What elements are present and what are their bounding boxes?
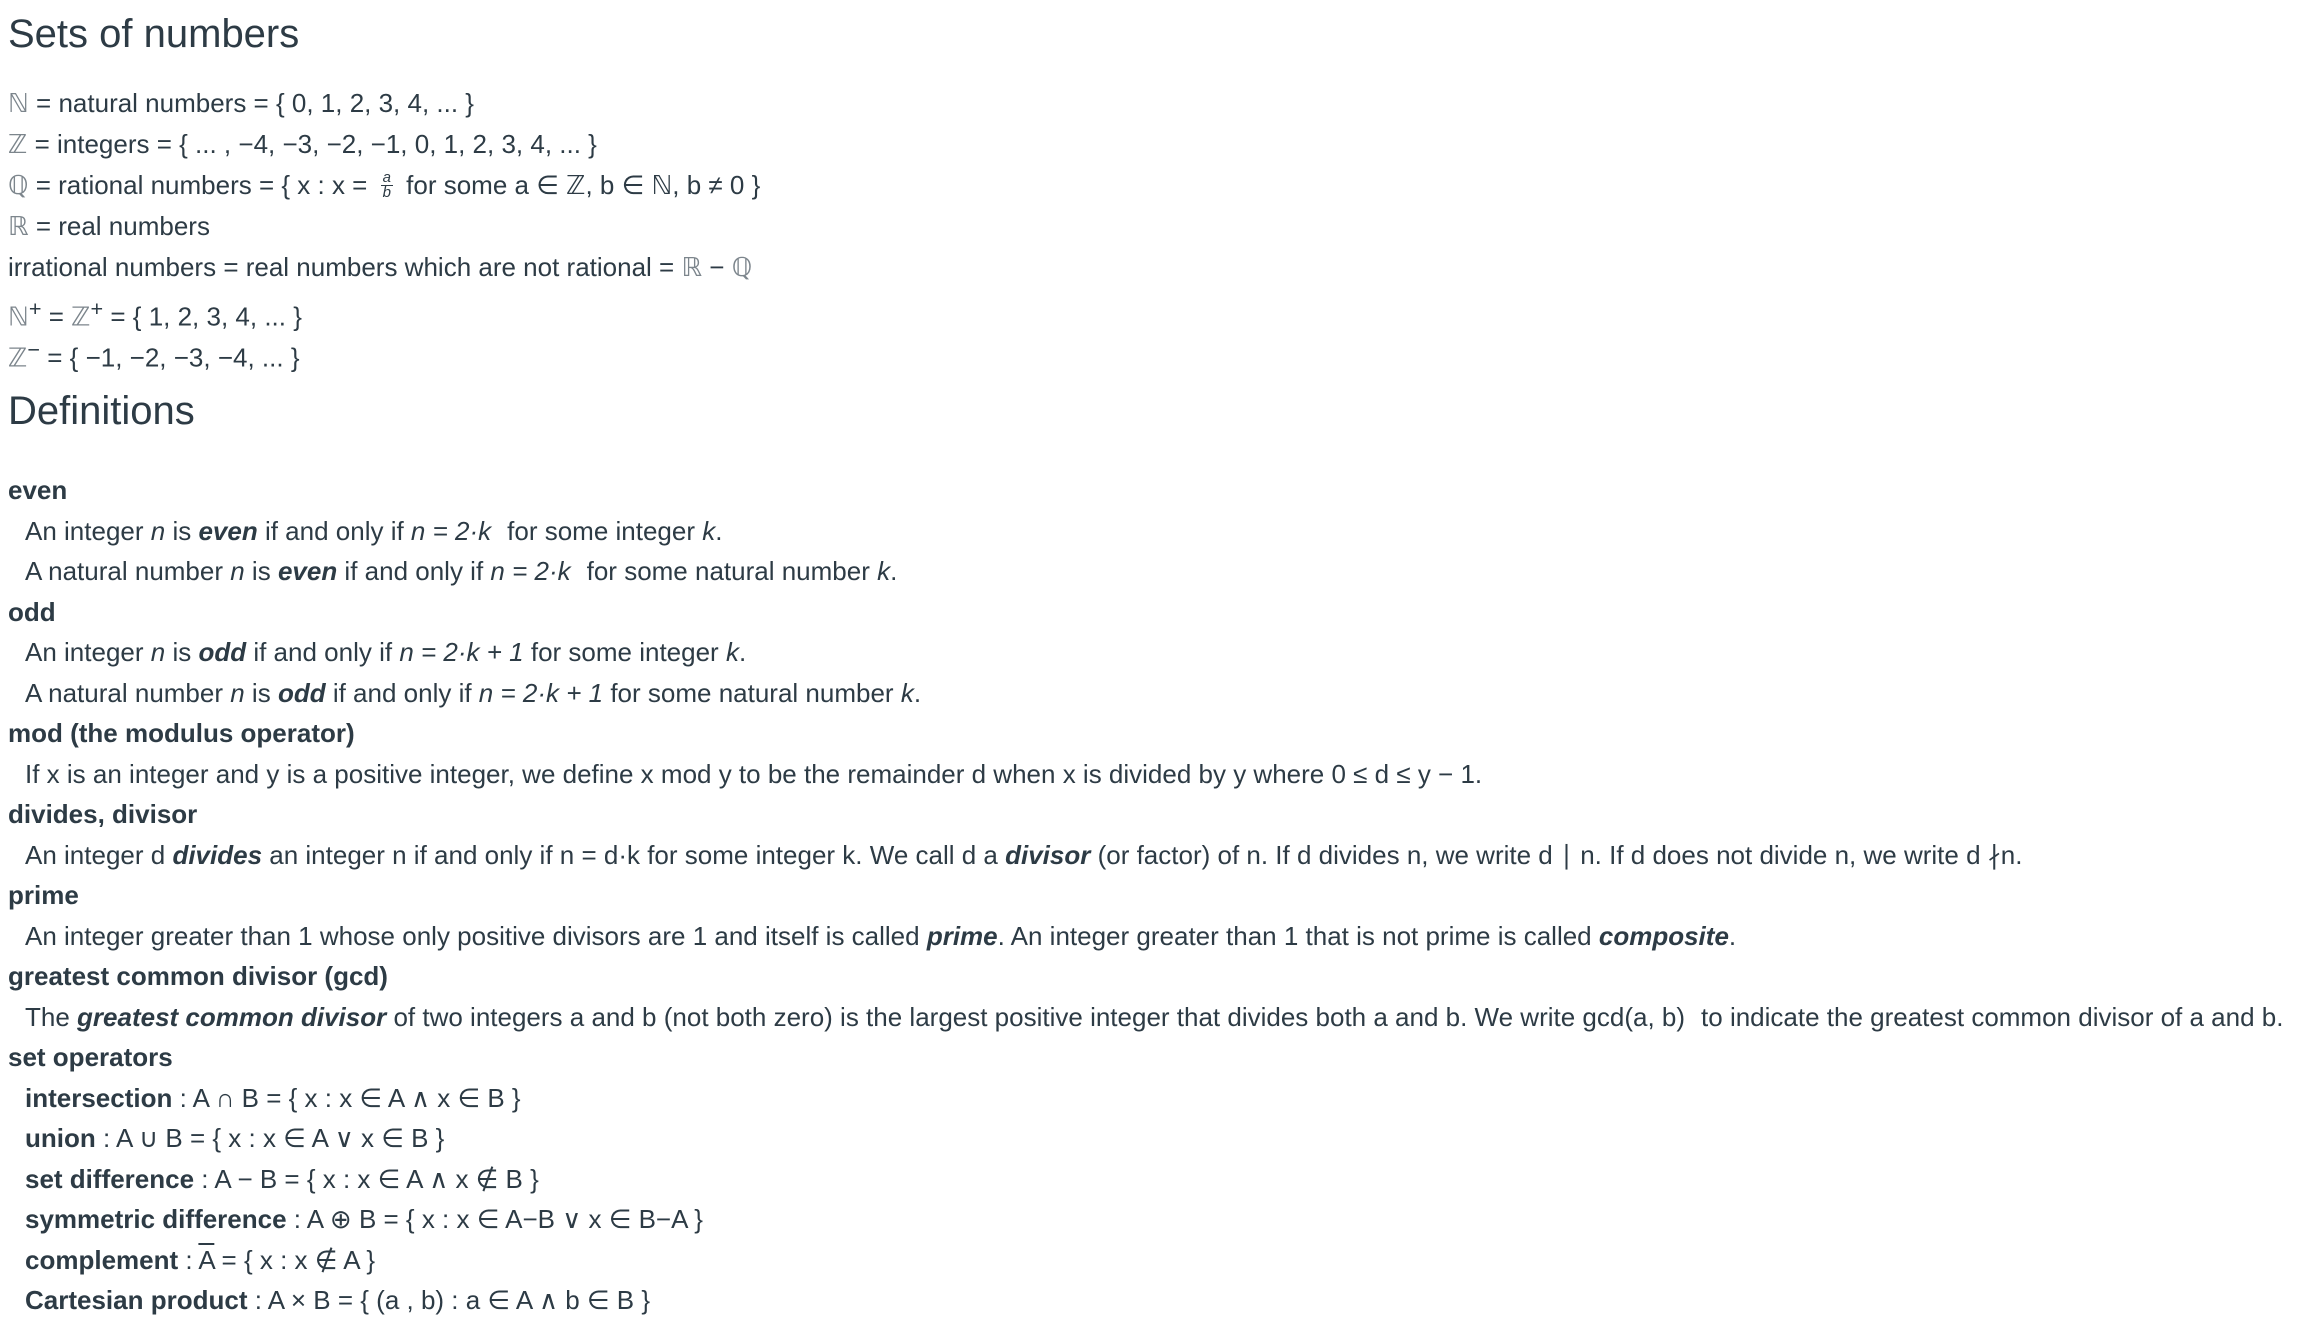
term-odd: odd xyxy=(8,596,56,627)
def-text: is xyxy=(165,637,199,667)
negative-integers-line xyxy=(8,329,2308,374)
bold-term: divides xyxy=(172,839,263,870)
def-text: A natural number xyxy=(25,677,231,708)
def-text: . xyxy=(738,637,747,667)
term-mod: mod (the modulus operator) xyxy=(8,718,355,748)
def-text: for some integer xyxy=(507,515,703,546)
equation: n = 2·k + 1 xyxy=(478,677,604,708)
integers-line xyxy=(8,124,2308,165)
rational-symbol: ℚ xyxy=(731,253,753,283)
def-text: if and only if xyxy=(325,677,479,708)
natural-symbol: ℕ xyxy=(8,89,29,119)
def-text: . xyxy=(913,677,922,708)
bold-term: even xyxy=(277,556,338,586)
plus-superscript: + xyxy=(28,296,42,321)
def-text: for some integer xyxy=(523,637,726,667)
operator-formula: : A − B = { x : x ∈ A ∧ x ∉ B } xyxy=(194,1163,539,1194)
def-text: of two integers a and b (not both zero) is the largest positive integer that divides both a and b. We write gcd(a, b) xyxy=(386,1001,1686,1032)
real-symbol: ℝ xyxy=(8,212,29,242)
def-text: The xyxy=(25,1001,78,1032)
plus-superscript: + xyxy=(90,296,104,321)
def-text: (or factor) of n. If d divides n, we write d ∣ n. If d does not divide n, we write d ∤n. xyxy=(1090,839,2023,870)
def-text: . xyxy=(1728,920,1737,951)
bold-term: even xyxy=(198,515,258,546)
negative-integers-text: = { −1, −2, −3, −4, ... } xyxy=(40,342,300,373)
equation: n = 2·k xyxy=(490,556,571,586)
real-symbol: ℝ xyxy=(681,253,703,283)
operator-formula: : A × B = { (a , b) : a ∈ A ∧ b ∈ B } xyxy=(247,1285,651,1315)
def-text: is xyxy=(165,515,199,546)
rational-text-start: = rational numbers = { x : x = xyxy=(28,170,375,200)
def-text: A natural number xyxy=(25,556,231,586)
operator-name: intersection xyxy=(25,1082,173,1113)
natural-symbol: ℕ xyxy=(8,302,29,333)
equals-sign: = xyxy=(41,301,72,332)
term-prime: prime xyxy=(8,880,79,910)
rational-text-end: for some a ∈ ℤ, b ∈ ℕ, b ≠ 0 } xyxy=(398,170,761,200)
rational-numbers-line xyxy=(8,165,2308,206)
irrational-text: irrational numbers = real numbers which are not rational = xyxy=(8,252,682,282)
def-text: if and only if xyxy=(257,515,411,546)
def-text: . xyxy=(890,556,898,586)
def-text: an integer n if and only if n = d·k for some integer k. We call d a xyxy=(262,839,1006,870)
natural-numbers-line xyxy=(8,83,2308,124)
var-n: n xyxy=(230,677,245,708)
positive-integers-line xyxy=(8,288,2308,333)
integer-symbol: ℤ xyxy=(8,343,28,374)
prime-definition xyxy=(8,916,2308,957)
bold-term: prime xyxy=(926,920,998,951)
fraction-denominator: b xyxy=(382,183,391,201)
natural-numbers-text: = natural numbers = { 0, 1, 2, 3, 4, ... } xyxy=(28,88,474,118)
bold-term: odd xyxy=(198,637,247,667)
real-numbers-text: = real numbers xyxy=(28,211,210,241)
def-text: An integer greater than 1 whose only positive divisors are 1 and itself is called xyxy=(25,920,927,951)
var-n: n xyxy=(230,556,245,586)
operator-formula: : xyxy=(178,1244,199,1275)
var-k: k xyxy=(702,515,716,546)
gcd-definition xyxy=(8,997,2308,1038)
equation: n = 2·k + 1 xyxy=(399,637,524,667)
def-text: for some natural number xyxy=(603,677,901,708)
set-operator-symmetric-difference xyxy=(8,1199,2308,1240)
sets-of-numbers-heading: Sets of numbers xyxy=(8,12,300,56)
operator-name: symmetric difference xyxy=(25,1204,287,1234)
term-even: even xyxy=(8,475,68,505)
fraction-a-over-b xyxy=(381,168,393,201)
def-text: . xyxy=(715,515,723,546)
fraction-numerator: a xyxy=(382,168,391,186)
term-gcd: greatest common divisor (gcd) xyxy=(8,961,388,991)
term-set-operators: set operators xyxy=(8,1042,173,1072)
real-numbers-line xyxy=(8,206,2308,247)
def-text: is xyxy=(244,677,278,708)
definitions-heading: Definitions xyxy=(8,389,195,433)
var-n: n xyxy=(150,637,166,667)
set-operator-complement xyxy=(8,1240,2308,1281)
bold-term: odd xyxy=(277,677,326,708)
def-text: if and only if xyxy=(246,637,400,667)
set-operator-difference xyxy=(8,1159,2308,1200)
divides-definition xyxy=(8,835,2308,876)
rational-symbol: ℚ xyxy=(8,171,29,201)
operator-name: set difference xyxy=(25,1163,195,1194)
operator-name: complement xyxy=(25,1244,179,1275)
var-k: k xyxy=(877,556,891,586)
def-text: for some natural number xyxy=(586,556,878,586)
def-text: An integer xyxy=(25,637,151,667)
even-definition-natural xyxy=(8,551,2308,592)
integer-symbol: ℤ xyxy=(8,130,28,160)
bold-term: greatest common divisor xyxy=(77,1001,387,1032)
term-divides: divides, divisor xyxy=(8,799,198,829)
sets-list xyxy=(8,83,2308,374)
var-k: k xyxy=(725,637,739,667)
set-operator-intersection xyxy=(8,1078,2308,1119)
var-n: n xyxy=(150,515,166,546)
operator-formula: : A ⊕ B = { x : x ∈ A−B ∨ x ∈ B−A } xyxy=(286,1204,703,1234)
operator-name: Cartesian product xyxy=(25,1285,248,1315)
def-text: if and only if xyxy=(337,556,491,586)
def-text: An integer d xyxy=(25,839,173,870)
even-definition-integer xyxy=(8,511,2308,552)
integer-symbol: ℤ xyxy=(71,302,91,333)
def-text: . An integer greater than 1 that is not prime is called xyxy=(997,920,1599,951)
equation: n = 2·k xyxy=(410,515,492,546)
set-operator-cartesian-product xyxy=(8,1280,2308,1321)
complement-bar-a: $\overline{A}$ xyxy=(198,1244,215,1275)
def-text: to indicate the greatest common divisor of a and b. xyxy=(1701,1001,2284,1032)
set-operator-union xyxy=(8,1118,2308,1159)
operator-formula: = { x : x ∉ A } xyxy=(214,1244,376,1275)
irrational-numbers-line xyxy=(8,247,2308,288)
def-text: is xyxy=(244,556,278,586)
operator-name: union xyxy=(25,1123,96,1153)
positive-integers-text: = { 1, 2, 3, 4, ... } xyxy=(103,301,302,332)
minus-superscript: − xyxy=(27,337,41,362)
var-k: k xyxy=(900,677,914,708)
bold-term: divisor xyxy=(1005,839,1091,870)
operator-formula: : A ∩ B = { x : x ∈ A ∧ x ∈ B } xyxy=(172,1082,521,1113)
operator-formula: : A ∪ B = { x : x ∈ A ∨ x ∈ B } xyxy=(95,1123,445,1153)
def-text: An integer xyxy=(25,515,151,546)
integers-text: = integers = { ... , −4, −3, −2, −1, 0, 1, 2, 3, 4, ... } xyxy=(27,129,597,159)
odd-definition-natural xyxy=(8,673,2308,714)
mod-definition: If x is an integer and y is a positive integer, we define x mod y to be the remainder d when x is divided by y where 0 ≤ d ≤ y − 1. xyxy=(25,758,1483,789)
definitions-list xyxy=(8,470,2308,1321)
odd-definition-integer xyxy=(8,632,2308,673)
minus-sign: − xyxy=(702,252,732,282)
bold-term: composite xyxy=(1598,920,1729,951)
